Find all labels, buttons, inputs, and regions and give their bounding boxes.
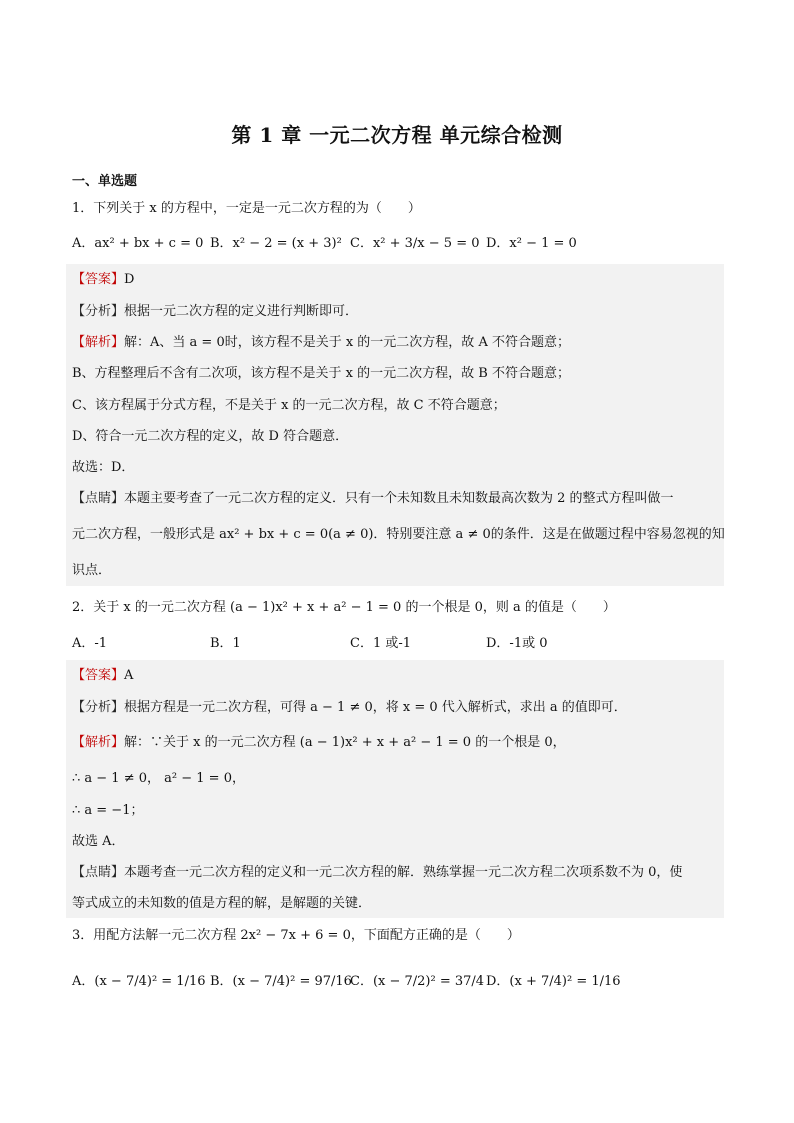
q2-solution-line: ∴ a = −1；: [72, 803, 144, 818]
q1-comment-line: 识点．: [72, 563, 112, 578]
q3-options: [72, 970, 722, 994]
solution-tag: 【解析】: [72, 735, 125, 750]
q2-stem: 2．关于 x 的一元二次方程 (a − 1)x² + x + a² − 1 = 0 的一个根是 0，则 a 的值是（ ）: [72, 600, 616, 615]
q1-comment-line: 元二次方程，一般形式是 ax² + bx + c = 0(a ≠ 0)．特别要注意 a ≠ 0的条件．这是在做题过程中容易忽视的知: [72, 527, 725, 542]
q1-option-a: A．ax² + bx + c = 0: [72, 236, 204, 251]
q1-comment: [72, 489, 674, 509]
comment-text: 本题考查一元二次方程的定义和一元二次方程的解．熟练掌握一元二次方程二次项系数不为 0，使: [124, 865, 683, 880]
analysis-tag: 【分析】: [72, 304, 125, 319]
comment-text: 本题主要考查了一元二次方程的定义．只有一个未知数且未知数最高次数为 2 的整式方程叫做一: [124, 491, 674, 506]
q1-solution-line: B、方程整理后不含有二次项，该方程不是关于 x 的一元二次方程，故 B 不符合题意；: [72, 366, 570, 381]
q1-stem: 1．下列关于 x 的方程中，一定是一元二次方程的为（ ）: [72, 201, 421, 216]
q1-solution-line: D、符合一元二次方程的定义，故 D 符合题意．: [72, 429, 349, 444]
q1-options: [72, 232, 722, 256]
q3-option-c: C．(x − 7/2)² = 37/4: [350, 974, 485, 989]
answer-value: A: [124, 668, 134, 683]
answer-tag: 【答案】: [72, 668, 125, 683]
analysis-text: 根据方程是一元二次方程，可得 a − 1 ≠ 0，将 x = 0 代入解析式，求出 a 的值即可．: [124, 700, 627, 715]
q2-answer: [72, 666, 133, 686]
section-heading: 一、单选题: [72, 174, 138, 189]
answer-value: D: [124, 272, 135, 287]
q2-solution-line: ∴ a − 1 ≠ 0， a² − 1 = 0，: [72, 771, 245, 786]
comment-tag: 【点睛】: [72, 865, 125, 880]
q2-options: [72, 632, 722, 656]
analysis-text: 根据一元二次方程的定义进行判断即可．: [124, 304, 359, 319]
q2-comment: [72, 863, 682, 883]
q1-option-d: D．x² − 1 = 0: [486, 236, 577, 251]
page-title: 第 1 章 一元二次方程 单元综合检测: [231, 123, 563, 147]
solution-tag: 【解析】: [72, 335, 125, 350]
answer-tag: 【答案】: [72, 272, 125, 287]
q3-option-d: D．(x + 7/4)² = 1/16: [486, 974, 621, 989]
q2-option-c: C．1 或-1: [350, 636, 412, 651]
solution-text: 解：A、当 a = 0时，该方程不是关于 x 的一元二次方程，故 A 不符合题意；: [124, 335, 570, 350]
q2-solution-line: 故选 A．: [72, 834, 125, 849]
q2-comment-line: 等式成立的未知数的值是方程的解，是解题的关键．: [72, 896, 372, 911]
analysis-tag: 【分析】: [72, 700, 125, 715]
q2-option-b: B．1: [210, 636, 241, 651]
q1-analysis: [72, 302, 358, 322]
q1-option-c: C．x² + 3/x − 5 = 0: [350, 236, 480, 251]
q1-option-b: B．x² − 2 = (x + 3)²: [210, 236, 342, 251]
solution-text: 解：∵关于 x 的一元二次方程 (a − 1)x² + x + a² − 1 = 0 的一个根是 0，: [124, 735, 566, 750]
q2-analysis: [72, 698, 627, 718]
q3-option-b: B．(x − 7/4)² = 97/16: [210, 974, 352, 989]
q3-stem: 3．用配方法解一元二次方程 2x² − 7x + 6 = 0，下面配方正确的是（ ）: [72, 928, 520, 943]
q1-answer: [72, 270, 134, 290]
q2-option-d: D．-1或 0: [486, 636, 548, 651]
q2-solution-line: [72, 733, 566, 753]
q1-solution-line: [72, 333, 570, 353]
q1-solution-line: 故选：D．: [72, 460, 135, 475]
comment-tag: 【点睛】: [72, 491, 125, 506]
q3-option-a: A．(x − 7/4)² = 1/16: [72, 974, 206, 989]
q2-option-a: A．-1: [72, 636, 108, 651]
q1-solution-line: C、该方程属于分式方程，不是关于 x 的一元二次方程，故 C 不符合题意；: [72, 398, 506, 413]
